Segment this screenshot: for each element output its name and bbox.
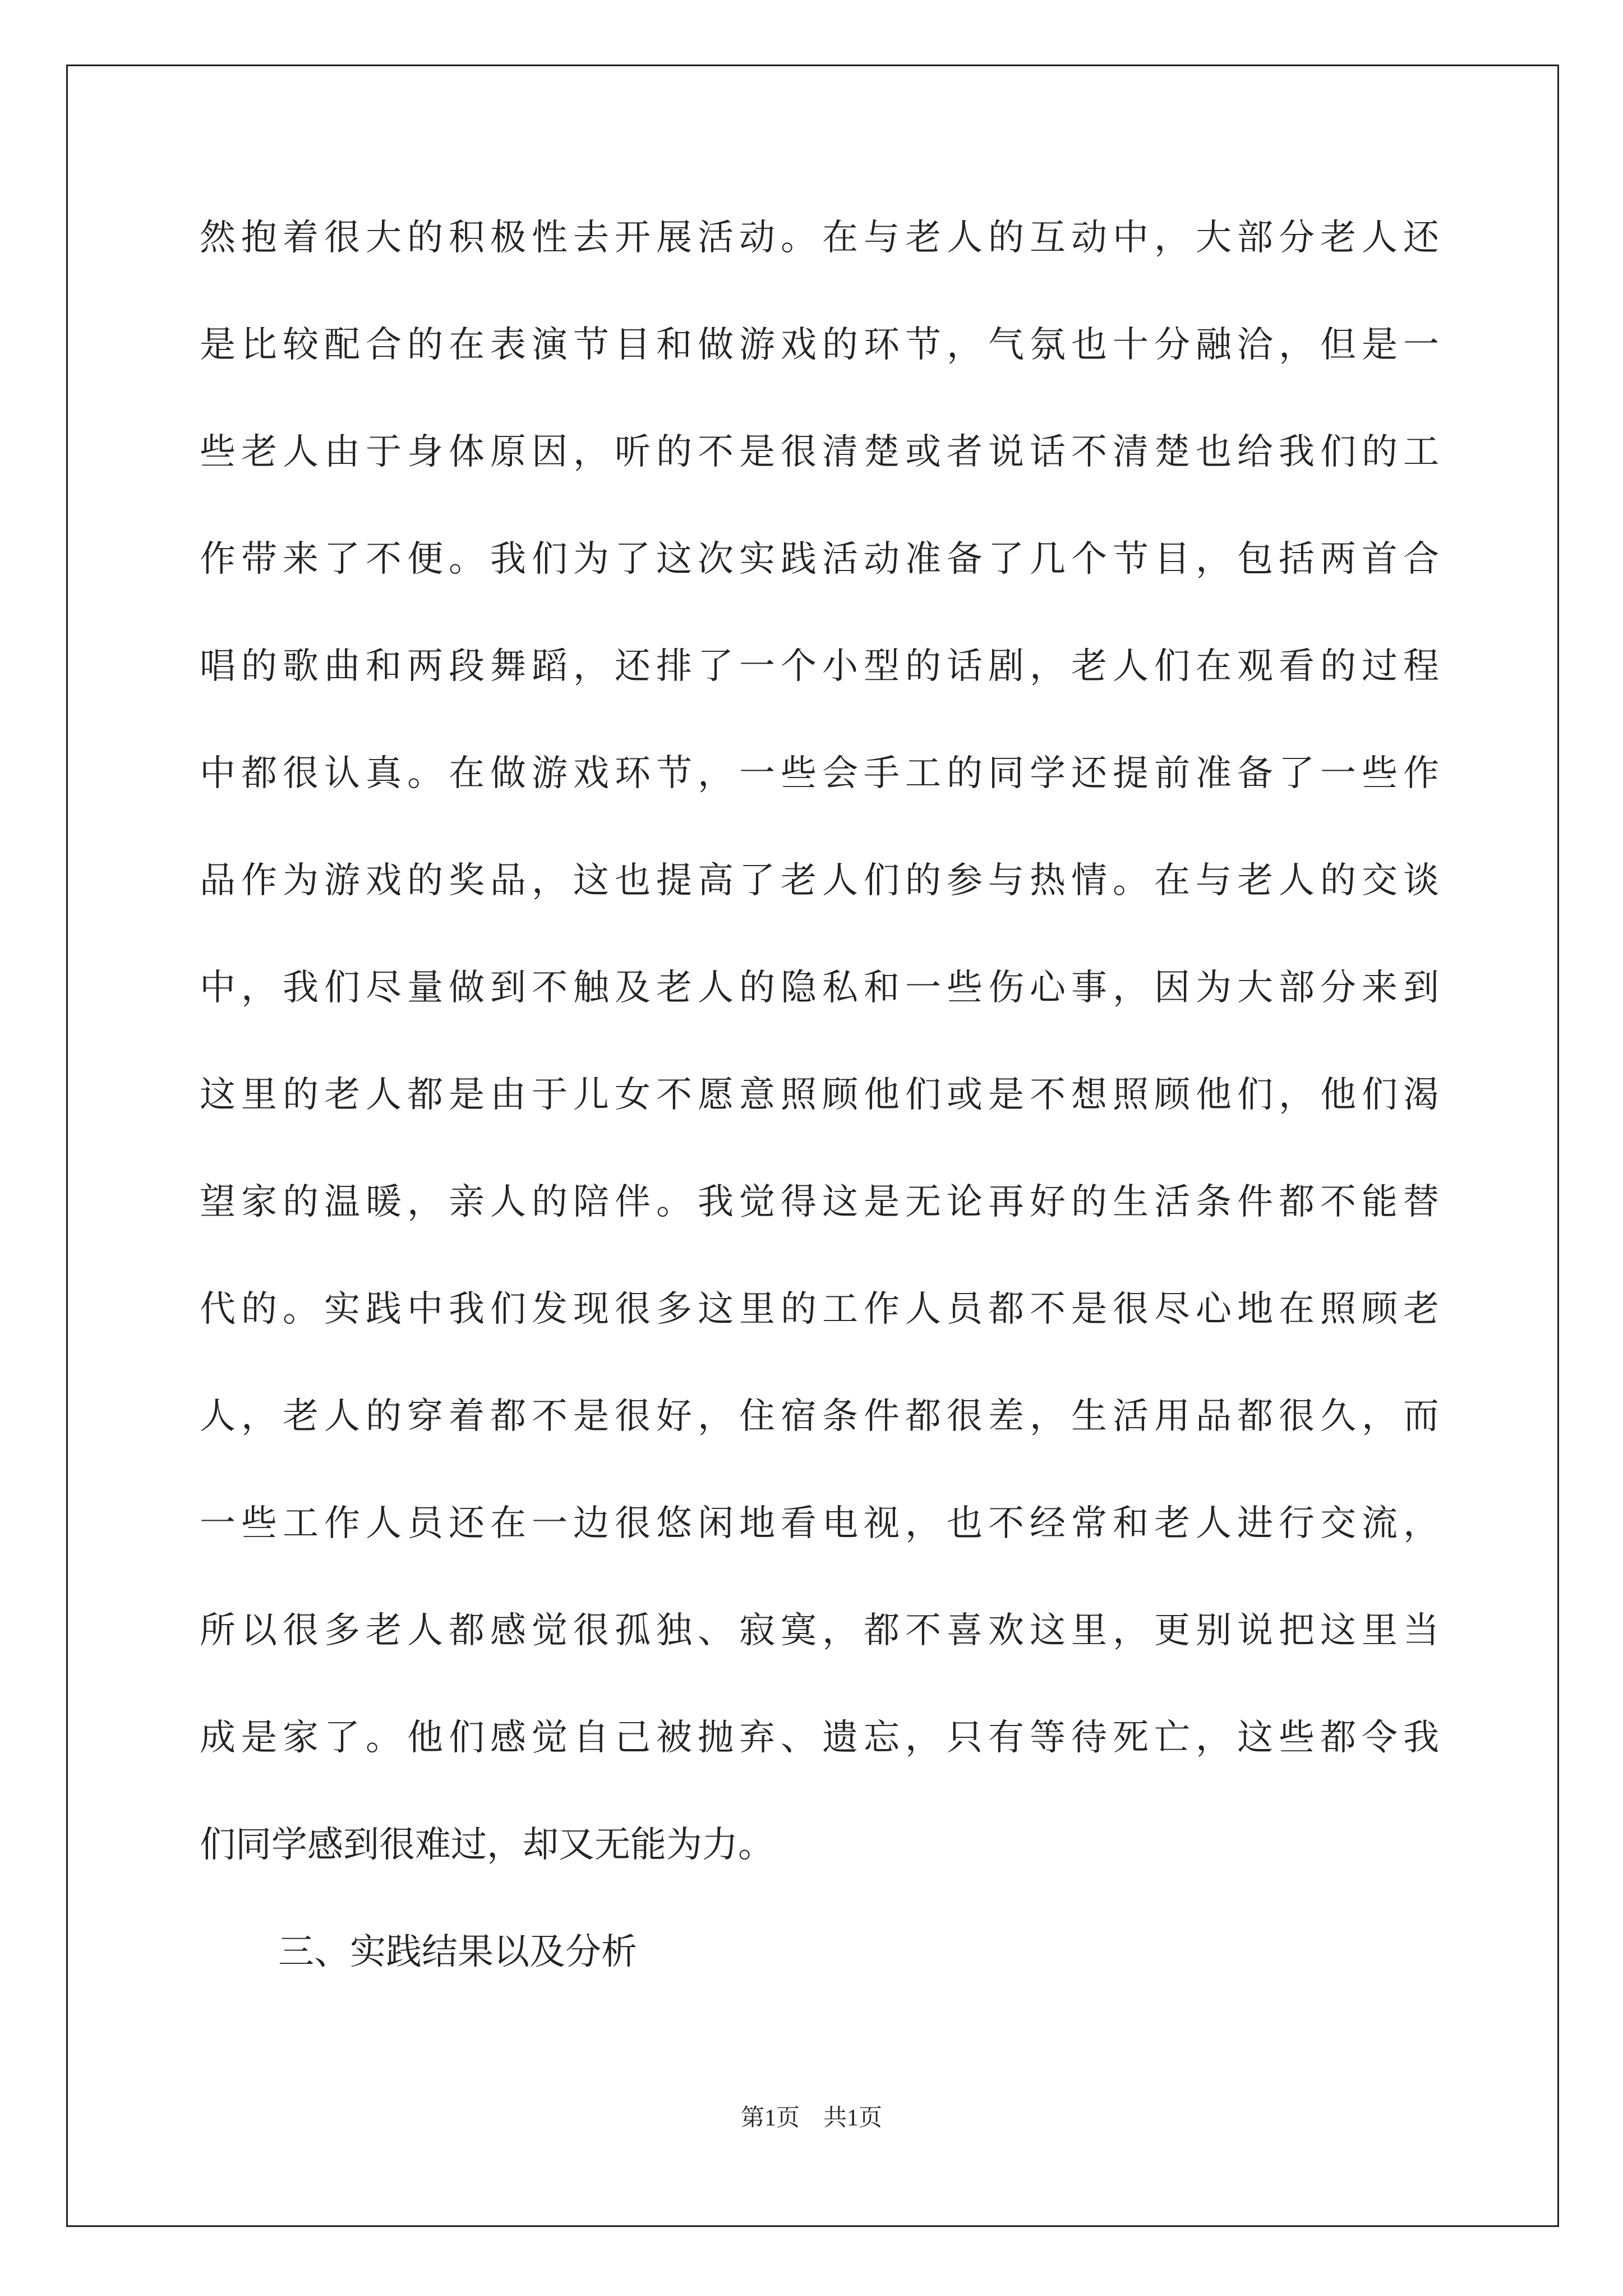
paragraph-line: 这里的老人都是由于儿女不愿意照顾他们或是不想照顾他们，他们渴	[200, 1074, 1439, 1116]
paragraph-line: 品作为游戏的奖品，这也提高了老人们的参与热情。在与老人的交谈	[200, 860, 1439, 901]
paragraph-line: 望家的温暖，亲人的陪伴。我觉得这是无论再好的生活条件都不能替	[200, 1181, 1439, 1223]
paragraph-line: 中，我们尽量做到不触及老人的隐私和一些伤心事，因为大部分来到	[200, 967, 1439, 1009]
paragraph-line: 作带来了不便。我们为了这次实践活动准备了几个节目，包括两首合	[200, 539, 1439, 580]
paragraph-line: 代的。实践中我们发现很多这里的工作人员都不是很尽心地在照顾老	[200, 1289, 1439, 1330]
body-paragraph	[200, 217, 1439, 1934]
paragraph-line: 中都很认真。在做游戏环节，一些会手工的同学还提前准备了一些作	[200, 753, 1439, 794]
paragraph-line: 些老人由于身体原因，听的不是很清楚或者说话不清楚也给我们的工	[200, 431, 1439, 473]
paragraph-line: 人，老人的穿着都不是很好，住宿条件都很差，生活用品都很久，而	[200, 1396, 1439, 1437]
paragraph-line: 然抱着很大的积极性去开展活动。在与老人的互动中，大部分老人还	[200, 217, 1439, 259]
page-footer	[0, 2105, 1623, 2132]
page-indicator: 第1页 共1页	[740, 2105, 882, 2131]
paragraph-line: 所以很多老人都感觉很孤独、寂寞，都不喜欢这里，更别说把这里当	[200, 1610, 1439, 1651]
paragraph-line: 唱的歌曲和两段舞蹈，还排了一个小型的话剧，老人们在观看的过程	[200, 646, 1439, 687]
section-heading: 三、实践结果以及分析	[278, 1931, 637, 1973]
paragraph-line: 成是家了。他们感觉自己被抛弃、遗忘，只有等待死亡，这些都令我	[200, 1717, 1439, 1759]
paragraph-line: 们同学感到很难过，却又无能为力。	[200, 1824, 774, 1866]
paragraph-line: 一些工作人员还在一边很悠闲地看电视，也不经常和老人进行交流，	[200, 1503, 1439, 1544]
paragraph-line: 是比较配合的在表演节目和做游戏的环节，气氛也十分融洽，但是一	[200, 324, 1439, 366]
